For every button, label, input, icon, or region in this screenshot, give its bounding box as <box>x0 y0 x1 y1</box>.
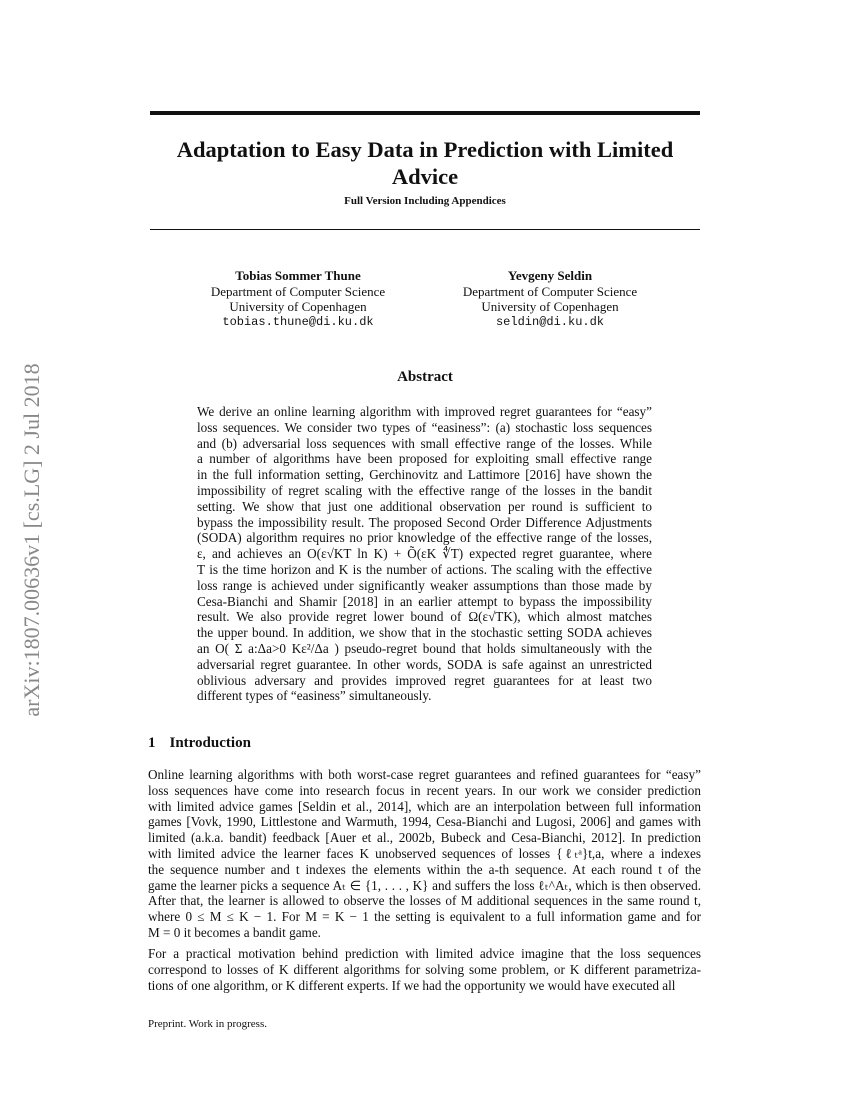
text-line: (SODA) algorithm requires no prior knowledge of the effective range of the losses, <box>197 530 652 546</box>
bottom-rule <box>150 229 700 230</box>
author-univ: University of Copenhagen <box>229 299 367 315</box>
text-line: After that, the learner is allowed to observe the losses of M additional sequences in the same round t, <box>148 893 701 909</box>
text-line: T is the time horizon and K is the number of actions. The scaling with the effective <box>197 562 652 577</box>
text-line: loss sequences have come into research focus in recent years. In our work we consider prediction <box>148 782 701 798</box>
text-line: oblivious adversary and provides improved regret guarantees for at least two <box>197 672 652 688</box>
abstract-heading: Abstract <box>397 369 453 385</box>
text-line: Cesa-Bianchi and Shamir [2018] in an earlier attempt to bypass the impossibility <box>197 593 652 609</box>
author-dept: Department of Computer Science <box>210 283 386 299</box>
title-line: Adaptation to Easy Data in Prediction with Limited <box>176 137 674 162</box>
text-line: an O( Σ a:Δa>0 Kε²/Δa ) pseudo-regret bound that holds simultaneously with the <box>197 641 652 656</box>
author-email[interactable]: tobias.thune@di.ku.dk <box>222 314 374 329</box>
author-name: Tobias Sommer Thune <box>235 268 361 283</box>
text-line: ε, and achieves an O(ε√KT ln K) + Õ(εK ∜T) expected regret guarantee, where <box>197 546 652 562</box>
text-line: For a practical motivation behind prediction with limited advice imagine that the loss sequences <box>148 946 701 961</box>
paper-title <box>150 136 700 190</box>
author-univ: University of Copenhagen <box>481 299 619 315</box>
text-line: a number of algorithms have been proposed for exploiting small effective range <box>197 451 652 467</box>
footer-note: Preprint. Work in progress. <box>148 1018 267 1030</box>
author-name: Yevgeny Seldin <box>507 268 593 283</box>
text-line: with limited advice games [Seldin et al., 2014], which are an interpolation between full information <box>148 798 701 814</box>
text-line: the upper bound. In addition, we show that in the stochastic setting SODA achieves <box>197 625 652 641</box>
text-line: where 0 ≤ M ≤ K − 1. For M = K − 1 the setting is equivalent to a full information game and for <box>148 909 701 925</box>
title-line: Advice <box>391 164 459 189</box>
text-line: tions of one algorithm, or K different experts. If we had the opportunity we would have executed all <box>148 977 676 993</box>
text-line: correspond to losses of K different algorithms for solving some problem, or K different parametriza- <box>148 961 701 977</box>
author-block <box>420 268 680 330</box>
section-heading <box>148 735 265 752</box>
section-number: 1 <box>148 735 156 751</box>
text-line: and (b) adversarial loss sequences with small effective range of the losses. While <box>197 435 652 451</box>
author-email[interactable]: seldin@di.ku.dk <box>495 314 605 329</box>
text-line: adversarial regret guarantee. In other words, SODA is safe against an unrestricted <box>197 656 652 672</box>
text-line: setting. We show that just one additional observation per round is sufficient to <box>197 498 652 514</box>
text-line: limited (a.k.a. bandit) feedback [Auer et al., 2002b, Bubeck and Cesa-Bianchi, 2012]. In prediction <box>148 830 701 846</box>
text-line: loss sequences. We consider two types of “easiness”: (a) stochastic loss sequences <box>197 419 652 435</box>
author-dept: Department of Computer Science <box>462 283 638 299</box>
top-rule <box>150 111 700 115</box>
text-line: We derive an online learning algorithm with improved regret guarantees for “easy” <box>197 404 652 419</box>
text-line: games [Vovk, 1990, Littlestone and Warmuth, 1994, Cesa-Bianchi and Lugosi, 2006] and games with <box>148 814 701 830</box>
text-line: impossibility of regret scaling with the effective range of the losses in the bandit <box>197 483 652 498</box>
text-line: bypass the impossibility result. The proposed Second Order Difference Adjustments <box>197 514 652 530</box>
text-line: Online learning algorithms with both worst-case regret guarantees and refined guarantees for “easy” <box>148 767 701 782</box>
text-line: M = 0 it becomes a bandit game. <box>148 925 321 940</box>
text-line: the sequence number and t indexes the elements within the a-th sequence. At each round t of the <box>148 861 701 877</box>
text-line: with limited advice the learner faces K unobserved sequences of losses {ℓₜᵃ}t,a, where a indexes <box>148 846 701 861</box>
text-line: in the full information setting, Gerchinovitz and Lattimore [2016] have shown the <box>197 467 652 483</box>
paper-subtitle: Full Version Including Appendices <box>344 195 506 207</box>
text-line: game the learner picks a sequence Aₜ ∈ {1, . . . , K} and suffers the loss ℓₜ^Aₜ, which is then observed. <box>148 877 701 893</box>
text-line: loss range is achieved under significantly weaker assumptions than those made by <box>197 577 652 593</box>
section-title: Introduction <box>169 735 251 751</box>
text-line: result. We also provide regret lower bound of Ω(ε√TK), which almost matches <box>197 609 652 625</box>
arxiv-identifier: arXiv:1807.00636v1 [cs.LG] 2 Jul 2018 <box>19 363 44 717</box>
author-block <box>168 268 428 330</box>
text-line: different types of “easiness” simultaneously. <box>197 688 432 704</box>
